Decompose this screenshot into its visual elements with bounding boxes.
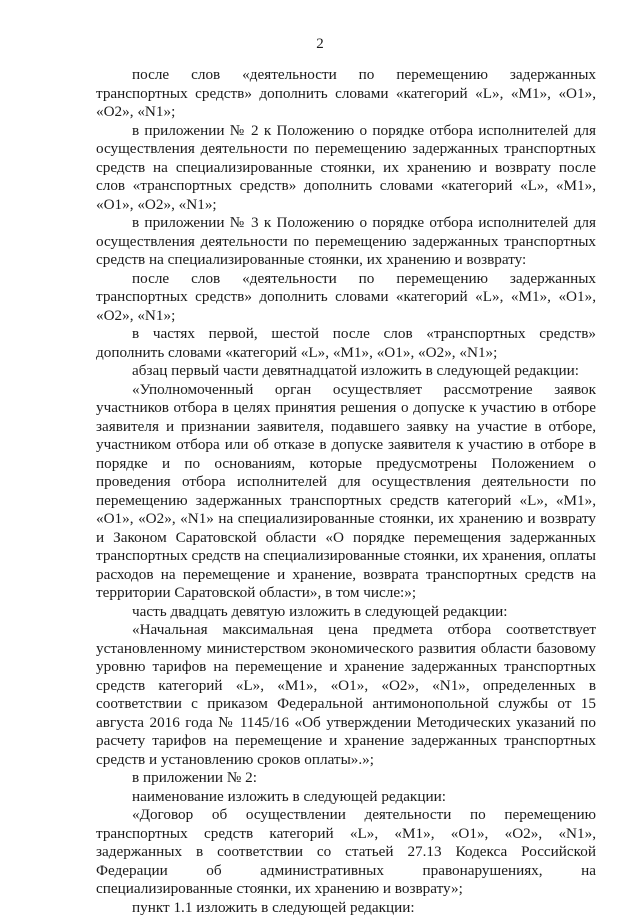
paragraph: «Начальная максимальная цена предмета отбора соответствует установленному министерством экономического развития области базовому уровню тарифов на перемещение и хранение задержанных транспортных средств категорий «L», «M1», «O1», «O2», «N1», определенных в соответствии с приказом Федеральной антимонопольной службы от 15 августа 2016 года № 1145/16 «Об утверждении Методических указаний по расчету тарифов на перемещение и хранение задержанных транспортных средств и установлению сроков оплаты».»; xyxy=(96,621,596,769)
paragraph: в частях первой, шестой после слов «транспортных средств» дополнить словами «категорий «L», «M1», «O1», «O2», «N1»; xyxy=(96,325,596,362)
paragraph: после слов «деятельности по перемещению задержанных транспортных средств» дополнить словами «категорий «L», «M1», «O1», «O2», «N1»; xyxy=(96,270,596,326)
paragraph: в приложении № 3 к Положению о порядке отбора исполнителей для осуществления деятельности по перемещению задержанных транспортных средств на специализированные стоянки, их хранению и возврату: xyxy=(96,214,596,270)
paragraph: после слов «деятельности по перемещению задержанных транспортных средств» дополнить словами «категорий «L», «M1», «O1», «O2», «N1»; xyxy=(96,66,596,122)
paragraph: часть двадцать девятую изложить в следующей редакции: xyxy=(96,603,596,622)
paragraph: «Договор об осуществлении деятельности по перемещению транспортных средств категорий «L», «M1», «O1», «O2», «N1», задержанных в соответствии со статьей 27.13 Кодекса Российской Федерации об административных правонарушениях, на специализированные стоянки, их хранению и возврату»; xyxy=(96,806,596,899)
paragraph: в приложении № 2 к Положению о порядке отбора исполнителей для осуществления деятельности по перемещению задержанных транспортных средств на специализированные стоянки, их хранению и возврату после слов «транспортных средств» дополнить словами «категорий «L», «M1», «O1», «O2», «N1»; xyxy=(96,122,596,215)
document-body xyxy=(96,66,596,917)
paragraph: пункт 1.1 изложить в следующей редакции: xyxy=(96,899,596,917)
page-number: 2 xyxy=(0,36,640,53)
paragraph: в приложении № 2: xyxy=(96,769,596,788)
paragraph: абзац первый части девятнадцатой изложить в следующей редакции: xyxy=(96,362,596,381)
paragraph: наименование изложить в следующей редакции: xyxy=(96,788,596,807)
paragraph: «Уполномоченный орган осуществляет рассмотрение заявок участников отбора в целях принятия решения о допуске к участию в отборе заявителя и признании заявителя, подавшего заявку на участие в отборе, участником отбора или об отказе в допуске заявителя к участию в отборе в порядке и по основаниям, которые предусмотрены Положением о проведения отбора исполнителей для осуществления деятельности по перемещению задержанных транспортных средств категорий «L», «M1», «O1», «O2», «N1» на специализированные стоянки, их хранению и возврату и Законом Саратовской области «О порядке перемещения задержанных транспортных средств на специализированные стоянки, их хранения, оплаты расходов на перемещение и хранение, возврата транспортных средств на территории Саратовской области», в том числе:»; xyxy=(96,381,596,603)
